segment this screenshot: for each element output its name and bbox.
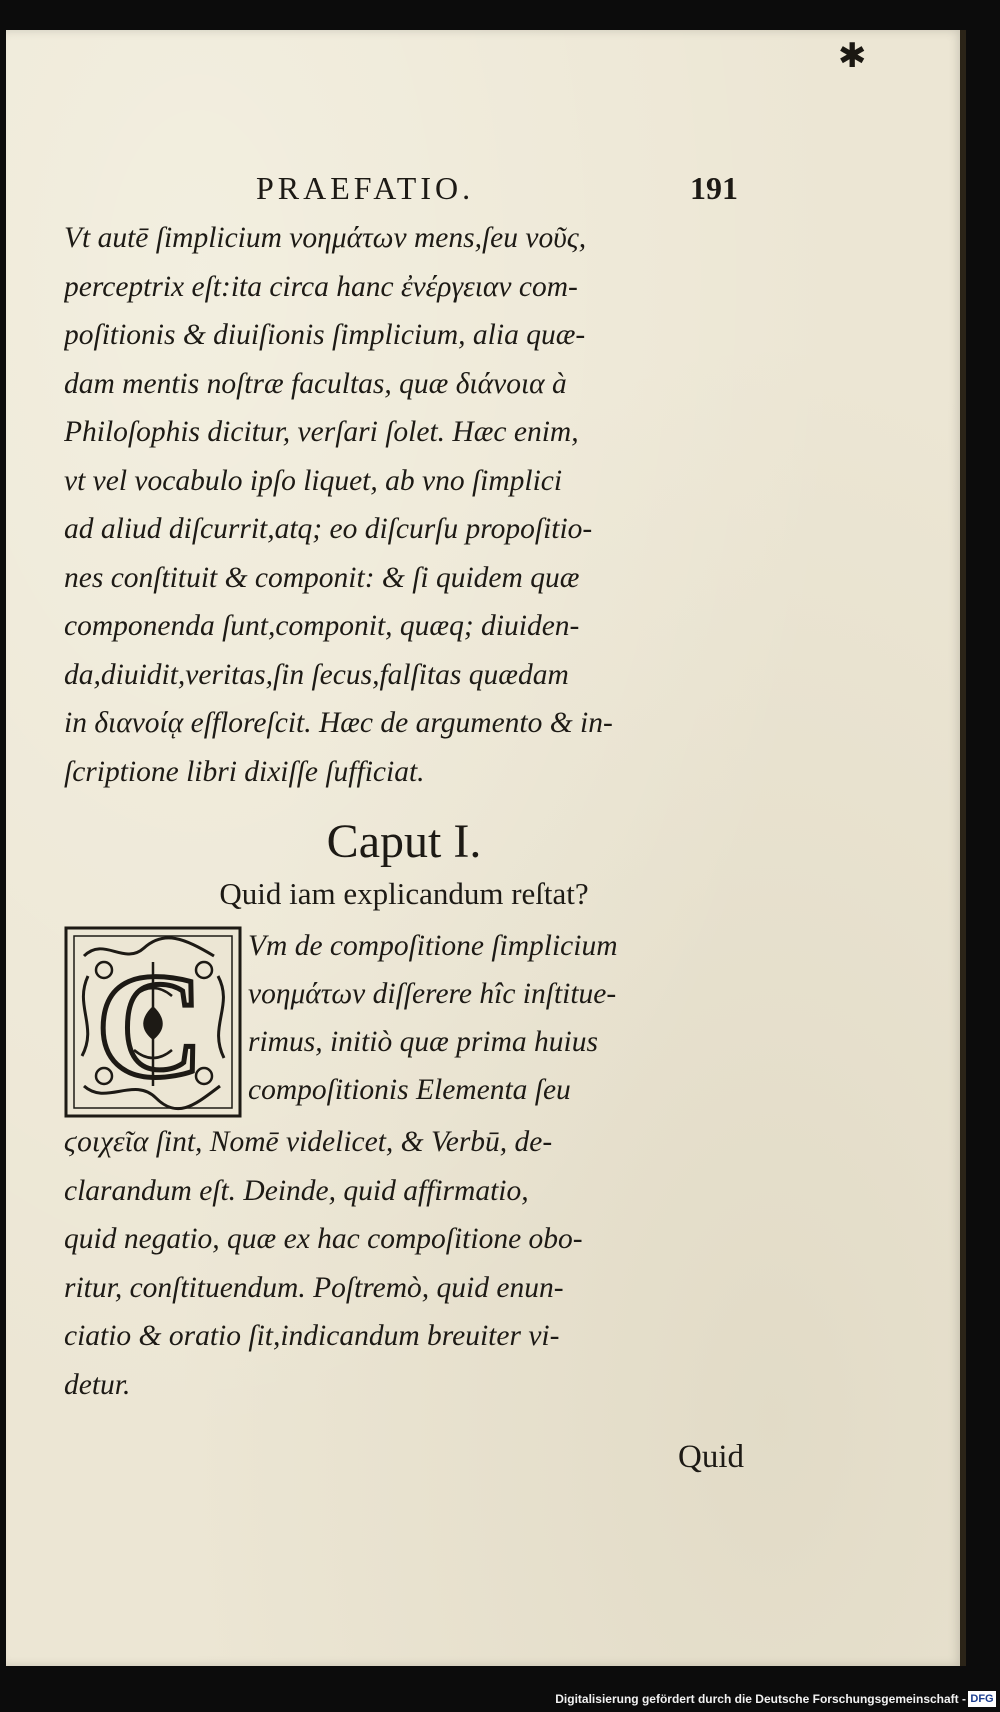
text-line: vt vel vocabulo ipſo liquet, ab vno ſimplici (64, 464, 563, 497)
text-line: ritur, conſtituendum. Poſtremò, quid enun- (64, 1271, 564, 1304)
chapter-subheading: Quid iam explicandum reſtat? (219, 876, 589, 911)
text-line: detur. (64, 1368, 131, 1401)
text-line: quid negatio, quæ ex hac compoſitione obo- (64, 1223, 583, 1255)
text-line: in διανοίᾳ eſfloreſcit. Hæc de argumento & in- (64, 707, 613, 739)
text-line: da,diuidit,veritas,ſin ſecus,falſitas quædam (64, 658, 569, 691)
dfg-logo-icon: DFG (968, 1691, 996, 1707)
text-line: poſitionis & diuiſionis ſimplicium, alia quæ- (64, 319, 586, 351)
chapter-paragraph (64, 1118, 744, 1409)
decorated-initial-icon (64, 926, 242, 1118)
initial-adjacent-lines (248, 922, 744, 1118)
preface-paragraph (64, 214, 744, 796)
book-page (6, 30, 964, 1666)
page-text-block (64, 170, 744, 1476)
digitization-footer (0, 1690, 1000, 1712)
text-line: rimus, initiò quæ prima huius (248, 1026, 598, 1058)
running-head-title: PRAEFATIO. (256, 170, 475, 206)
text-line: Vm de compoſitione ſimplicium (248, 930, 618, 962)
funding-notice: Digitalisierung gefördert durch die Deutsche Forschungsgemeinschaft - (555, 1692, 966, 1706)
chapter-heading: Caput I. (326, 815, 482, 868)
svg-text:C: C (95, 943, 205, 1109)
text-line: ϛοιχεῖα ſint, Nomē videlicet, & Verbū, de- (64, 1126, 553, 1158)
text-line: ad aliud diſcurrit,atq; eo diſcurſu propoſitio- (64, 513, 593, 545)
text-line: ſcriptione libri dixiſſe ſufficiat. (64, 755, 425, 788)
text-line: Vt autē ſimplicium νοημάτων mens,ſeu νοῦς, (64, 222, 587, 254)
page-number: 191 (690, 170, 738, 206)
text-line: clarandum eſt. Deinde, quid affirmatio, (64, 1174, 529, 1207)
text-line: compoſitionis Elementa ſeu (248, 1074, 571, 1106)
running-head (64, 170, 744, 214)
catchword: Quid (678, 1439, 744, 1475)
decorated-initial (64, 926, 242, 1118)
chapter-opening (64, 922, 744, 1118)
text-line: nes conſtituit & componit: & ſi quidem quæ (64, 561, 580, 594)
text-line: dam mentis noſtræ facultas, quæ διάνοια à (64, 367, 567, 400)
text-line: νοημάτων diſſerere hîc inſtitue- (248, 978, 617, 1010)
corner-ink-mark: ✱ (838, 36, 867, 76)
text-line: componenda ſunt,componit, quæq; diuiden- (64, 610, 580, 642)
text-line: Philoſophis dicitur, verſari ſolet. Hæc enim, (64, 416, 579, 448)
page-edge-shadow (960, 30, 966, 1666)
text-line: ciatio & oratio ſit,indicandum breuiter vi- (64, 1320, 560, 1352)
text-line: perceptrix eſt:ita circa hanc ἐνέργειαν com- (64, 270, 578, 303)
